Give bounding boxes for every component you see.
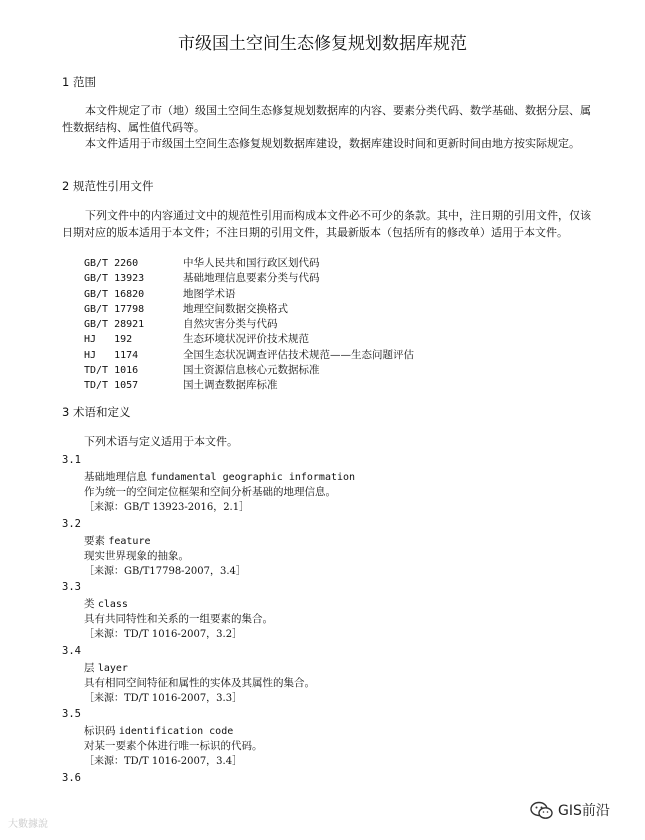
reference-name: 自然灾害分类与代码 bbox=[183, 318, 278, 331]
term-entry bbox=[62, 517, 602, 581]
term-source: ［来源：GB/T 13923-2016，2.1］ bbox=[84, 502, 250, 513]
section-3-heading: 3 术语和定义 bbox=[62, 405, 131, 419]
term-name-zh: 标识码 bbox=[84, 725, 116, 737]
reference-code: HJ 192 bbox=[84, 334, 133, 346]
term-name-en: class bbox=[97, 599, 128, 610]
reference-name: 国土资源信息核心元数据标准 bbox=[183, 364, 320, 377]
reference-code: GB/T 13923 bbox=[84, 273, 145, 285]
reference-name: 中华人民共和国行政区划代码 bbox=[183, 257, 320, 269]
term-entry bbox=[62, 580, 602, 644]
reference-code: TD/T 1016 bbox=[84, 365, 139, 377]
term-source: ［来源：TD/T 1016-2007，3.2］ bbox=[84, 629, 243, 640]
term-number: 3.4 bbox=[62, 644, 81, 657]
term-name bbox=[84, 470, 355, 485]
reference-item bbox=[84, 332, 414, 347]
reference-code: GB/T 28921 bbox=[84, 319, 145, 331]
reference-item bbox=[84, 378, 414, 393]
term-definition: 作为统一的空间定位框架和空间分析基础的地理信息。 bbox=[84, 486, 336, 498]
reference-name: 生态环境状况评价技术规范 bbox=[183, 333, 309, 346]
reference-name: 地理空间数据交换格式 bbox=[183, 302, 288, 315]
term-definition: 现实世界现象的抽象。 bbox=[84, 549, 189, 562]
reference-name: 地图学术语 bbox=[183, 287, 236, 300]
term-entry bbox=[62, 644, 602, 708]
document-title: 市级国土空间生态修复规划数据库规范 bbox=[178, 34, 467, 54]
term-name bbox=[84, 724, 233, 739]
term-name-zh: 层 bbox=[84, 661, 95, 674]
term-source: ［来源：TD/T 1016-2007，3.4］ bbox=[84, 756, 243, 767]
section-3-intro: 下列术语与定义适用于本文件。 bbox=[84, 435, 238, 448]
term-entry bbox=[62, 453, 602, 517]
term-name bbox=[84, 661, 128, 676]
term-name-zh: 类 bbox=[84, 598, 95, 610]
term-source: ［来源：GB/T17798-2007，3.4］ bbox=[84, 565, 246, 577]
watermark-right-text: GIS前沿 bbox=[558, 803, 610, 819]
term-number: 3.3 bbox=[62, 581, 81, 593]
term-definition: 具有相同空间特征和属性的实体及其属性的集合。 bbox=[84, 676, 315, 689]
term-name-zh: 要素 bbox=[84, 534, 105, 547]
term-number: 3.5 bbox=[62, 708, 81, 720]
reference-item bbox=[84, 287, 414, 302]
term-name-en: feature bbox=[108, 535, 151, 547]
term-name-zh: 基础地理信息 bbox=[84, 471, 147, 483]
reference-item bbox=[84, 256, 414, 271]
reference-item bbox=[84, 302, 414, 317]
reference-item bbox=[84, 271, 414, 286]
section-1-paragraph-2: 本文件适用于市级国土空间生态修复规划数据库建设，数据库建设时间和更新时间由地方按实际规定。 bbox=[85, 137, 580, 150]
reference-code: GB/T 17798 bbox=[84, 303, 145, 315]
term-number: 3.1 bbox=[62, 454, 81, 466]
term-entry bbox=[62, 771, 602, 789]
reference-list bbox=[84, 256, 414, 394]
wechat-icon bbox=[530, 801, 554, 821]
section-2-paragraph: 下列文件中的内容通过文中的规范性引用而构成本文件必不可少的条款。其中，注日期的引用文件，仅该日期对应的版本适用于本文件；不注日期的引用文件，其最新版本（包括所有的修改单）适用于本文件。 bbox=[62, 209, 591, 239]
watermark-left: 大數據說 bbox=[8, 819, 48, 830]
reference-code: GB/T 16820 bbox=[84, 288, 145, 300]
watermark-right bbox=[530, 798, 610, 824]
term-number: 3.6 bbox=[62, 771, 81, 784]
term-definition: 具有共同特性和关系的一组要素的集合。 bbox=[84, 613, 273, 625]
term-entry bbox=[62, 707, 602, 771]
term-number: 3.2 bbox=[62, 517, 81, 530]
reference-item bbox=[84, 348, 414, 363]
term-name-en: identification code bbox=[118, 726, 234, 737]
term-definition: 对某一要素个体进行唯一标识的代码。 bbox=[84, 740, 263, 752]
term-name-en: layer bbox=[97, 662, 128, 674]
reference-code: GB/T 2260 bbox=[84, 258, 139, 269]
section-1-paragraph-1: 本文件规定了市（地）级国土空间生态修复规划数据库的内容、要素分类代码、数学基础、数据分层、属性数据结构、属性值代码等。 bbox=[62, 104, 591, 134]
section-1-heading: 1 范围 bbox=[62, 75, 96, 89]
reference-name: 国土调查数据库标准 bbox=[183, 379, 278, 392]
term-source: ［来源：TD/T 1016-2007，3.3］ bbox=[84, 692, 243, 704]
term-name-en: fundamental geographic information bbox=[150, 472, 356, 483]
term-name bbox=[84, 597, 128, 612]
reference-item bbox=[84, 317, 414, 332]
reference-name: 基础地理信息要素分类与代码 bbox=[183, 272, 320, 285]
reference-code: TD/T 1057 bbox=[84, 380, 139, 392]
term-name bbox=[84, 534, 151, 549]
reference-item bbox=[84, 363, 414, 378]
term-list bbox=[62, 453, 602, 789]
reference-code: HJ 1174 bbox=[84, 349, 139, 361]
section-2-heading: 2 规范性引用文件 bbox=[62, 179, 154, 193]
reference-name: 全国生态状况调查评估技术规范——生态问题评估 bbox=[183, 348, 414, 361]
